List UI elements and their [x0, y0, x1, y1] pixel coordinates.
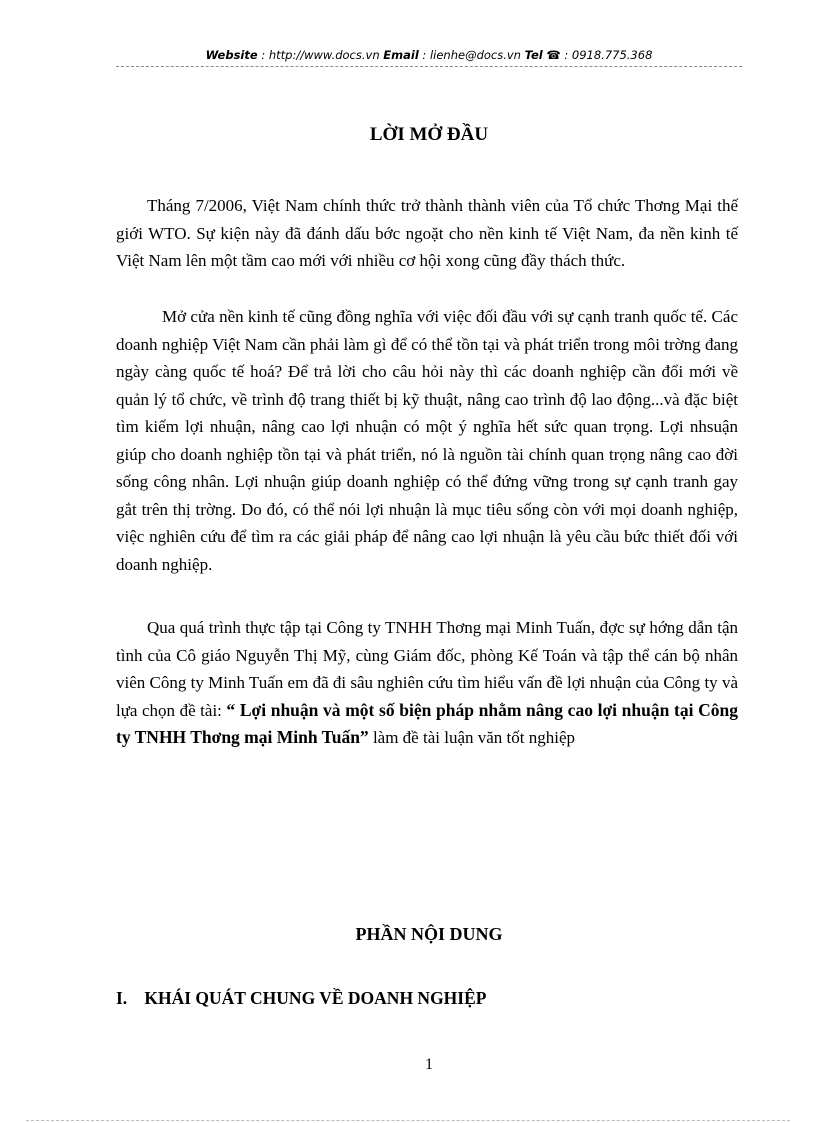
- header-divider: [116, 66, 742, 67]
- section-heading: [116, 988, 486, 1009]
- website-value: : http://www.docs.vn: [257, 48, 380, 62]
- heading-number: I.: [116, 988, 128, 1008]
- paragraph-3-end: làm đề tài luận văn tốt nghiệp: [368, 728, 575, 747]
- page-number: 1: [425, 1056, 433, 1073]
- tel-label: Tel: [524, 48, 543, 62]
- heading-text: KHÁI QUÁT CHUNG VỀ DOANH NGHIỆP: [144, 988, 487, 1008]
- tel-value: : 0918.775.368: [560, 48, 653, 62]
- document-title: LỜI MỞ ĐẦU: [369, 124, 489, 145]
- phone-icon: ☎: [546, 48, 561, 62]
- paragraph-3-intro: Qua quá trình thực tập tại Công ty TNHH Thơng mại Minh Tuấn, đợc sự hớng dẫn tận tình của Cô giáo Nguyễn Thị Mỹ, cùng Giám đốc, phòng Kế Toán và tập thể cán bộ nhân viên Công ty Minh Tuấn em đã đi sâu nghiên cứu tìm hiểu vấn đề lợi nhuận của Công ty và lựa chọn đề tài:: [116, 618, 738, 720]
- thesis-topic: “ Lợi nhuận và một số biện pháp nhằm nâng cao lợi nhuận tại Công ty TNHH Thơng mại Minh Tuấn”: [116, 699, 738, 747]
- footer-divider: [26, 1120, 790, 1121]
- section-title: PHẦN NỘI DUNG: [355, 924, 503, 944]
- email-value: : lienhe@docs.vn: [418, 48, 521, 62]
- paragraph-2: Mở cửa nền kinh tế cũng đồng nghĩa với việc đối đầu với sự cạnh tranh quốc tế. Các doanh nghiệp Việt Nam cần phải làm gì để có thể tồn tại và phát triển trong môi trờng đang ngày càng quốc tế hoá? Để trả lời cho câu hỏi này thì các doanh nghiệp cần đổi mới về quản lý tổ chức, về trình độ trang thiết bị kỹ thuật, nâng cao trình độ lao động...và đặc biệt tìm kiếm lợi nhuận, nâng cao lợi nhuận có một ý nghĩa hết sức quan trọng. Lợi nhsuận giúp cho doanh nghiệp tồn tại và phát triển, nó là nguồn tài chính quan trọng nâng cao đời sống công nhân. Lợi nhuận giúp doanh nghiệp có thể đứng vững trong sự cạnh tranh gay gắt trên thị trờng. Do đó, có thể nói lợi nhuận là mục tiêu sống còn với mọi doanh nghiệp, việc nghiên cứu để tìm ra các giải pháp để nâng cao lợi nhuận là yêu cầu bức thiết đối với doanh nghiệp.: [116, 307, 738, 574]
- email-label: Email: [383, 48, 419, 62]
- website-label: Website: [205, 48, 258, 62]
- paragraph-1: Tháng 7/2006, Việt Nam chính thức trở thành thành viên của Tổ chức Thơng Mại thế giới WTO. Sự kiện này đã đánh dấu bớc ngoặt cho nền kinh tế Việt Nam, đa nền kinh tế Việt Nam lên một tầm cao mới với nhiều cơ hội xong cũng đầy thách thức.: [116, 196, 738, 270]
- page-header: [116, 48, 742, 66]
- paragraph-3: [116, 614, 738, 752]
